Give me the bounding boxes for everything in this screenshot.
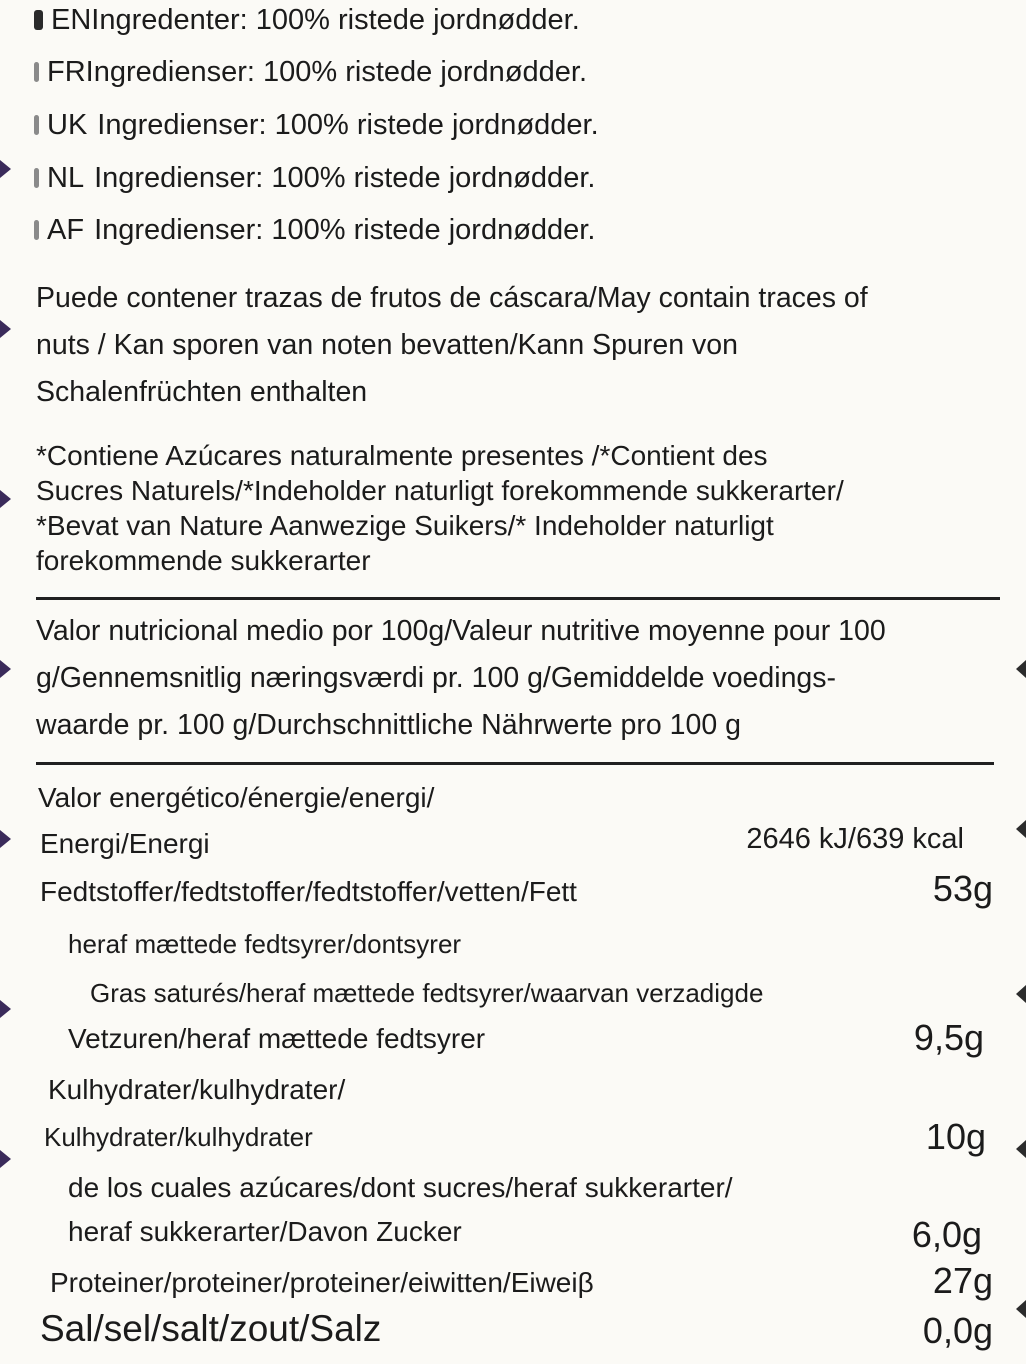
ingredient-text: Ingredienser: 100% ristede jordnødder. [94, 161, 596, 194]
saturated-fat-value: 9,5g [913, 1017, 984, 1058]
protein-label: Proteiner/proteiner/proteiner/eiwitten/Eiweiβ [50, 1267, 594, 1298]
language-code: EN [51, 3, 92, 36]
sugars-label: de los cuales azúcares/dont sucres/heraf sukkerarter/ [68, 1172, 733, 1203]
energy-label: Valor energético/énergie/energi/ [38, 782, 435, 813]
allergen-statement [36, 275, 868, 416]
nutrition-header-line: waarde pr. 100 g/Durchschnittliche Nährwerte pro 100 g [36, 709, 741, 741]
edge-mark-right [1016, 1140, 1026, 1158]
ingredient-row-en [34, 0, 580, 40]
saturated-fat-label: heraf mættede fedtsyrer/dontsyrer [68, 929, 462, 959]
energy-value: 2646 kJ/639 kcal [746, 823, 964, 855]
edge-mark-right [1016, 660, 1026, 678]
energy-label: Energi/Energi [40, 828, 210, 859]
ingredient-text: Ingredienser: 100% ristede jordnødder. [97, 108, 599, 141]
ingredient-row-af [34, 210, 595, 250]
ingredient-row-uk [34, 105, 599, 145]
language-marker [34, 220, 39, 240]
carbohydrate-value: 10g [925, 1116, 986, 1157]
nutrition-header [36, 608, 886, 749]
ingredient-text: Ingredenter: 100% ristede jordnødder. [91, 3, 580, 36]
allergen-line: nuts / Kan sporen van noten bevatten/Kann Spuren von [36, 329, 738, 361]
edge-mark-left [0, 1150, 11, 1168]
language-marker [34, 10, 43, 30]
allergen-line: Puede contener trazas de frutos de cáscara/May contain traces of [36, 282, 868, 314]
language-marker [34, 168, 39, 188]
edge-mark-left [0, 830, 11, 848]
allergen-line: Schalenfrüchten enthalten [36, 376, 368, 408]
language-code: UK [47, 108, 88, 141]
language-marker [34, 115, 39, 135]
language-marker [34, 62, 39, 82]
ingredient-text: Ingredienser: 100% ristede jordnødder. [94, 213, 596, 246]
edge-mark-left [0, 490, 11, 508]
sugars-note-line: *Contiene Azúcares naturalmente presentes /*Contient des [36, 440, 768, 471]
edge-mark-right [1016, 820, 1026, 838]
edge-mark-right [1016, 1300, 1026, 1318]
language-code: AF [47, 213, 85, 246]
nutrition-header-line: Valor nutricional medio por 100g/Valeur nutritive moyenne pour 100 [36, 615, 886, 647]
edge-mark-left [0, 1000, 11, 1018]
ingredient-row-fr [34, 52, 587, 92]
fat-label: Fedtstoffer/fedtstoffer/fedtstoffer/vetten/Fett [40, 876, 577, 907]
carbohydrate-label: Kulhydrater/kulhydrater [44, 1122, 313, 1152]
edge-mark-right [1016, 985, 1026, 1003]
edge-mark-left [0, 320, 11, 338]
protein-value: 27g [932, 1260, 993, 1301]
language-code: NL [47, 161, 85, 194]
sugars-note-line: forekommende sukkerarter [36, 545, 371, 576]
language-code: FR [47, 55, 86, 88]
saturated-fat-label: Gras saturés/heraf mættede fedtsyrer/waarvan verzadigde [90, 978, 764, 1008]
divider [36, 597, 1000, 600]
nutrition-header-line: g/Gennemsnitlig næringsværdi pr. 100 g/Gemiddelde voedings- [36, 662, 837, 694]
salt-label: Sal/sel/salt/zout/Salz [40, 1308, 382, 1349]
fat-value: 53g [932, 868, 993, 909]
ingredient-text: Ingredienser: 100% ristede jordnødder. [85, 55, 588, 88]
saturated-fat-label: Vetzuren/heraf mættede fedtsyrer [68, 1023, 486, 1054]
sugars-note-line: Sucres Naturels/*Indeholder naturligt forekommende sukkerarter/ [36, 475, 844, 506]
ingredient-row-nl [34, 158, 595, 198]
sugars-label: heraf sukkerarter/Davon Zucker [68, 1216, 462, 1247]
edge-mark-left [0, 660, 11, 678]
salt-value: 0,0g [922, 1310, 993, 1351]
divider [36, 762, 994, 765]
sugars-note [36, 438, 844, 578]
carbohydrate-label: Kulhydrater/kulhydrater/ [48, 1074, 346, 1105]
edge-mark-left [0, 160, 11, 178]
sugars-note-line: *Bevat van Nature Aanwezige Suikers/* Indeholder naturligt [36, 510, 774, 541]
sugars-value: 6,0g [911, 1214, 982, 1255]
